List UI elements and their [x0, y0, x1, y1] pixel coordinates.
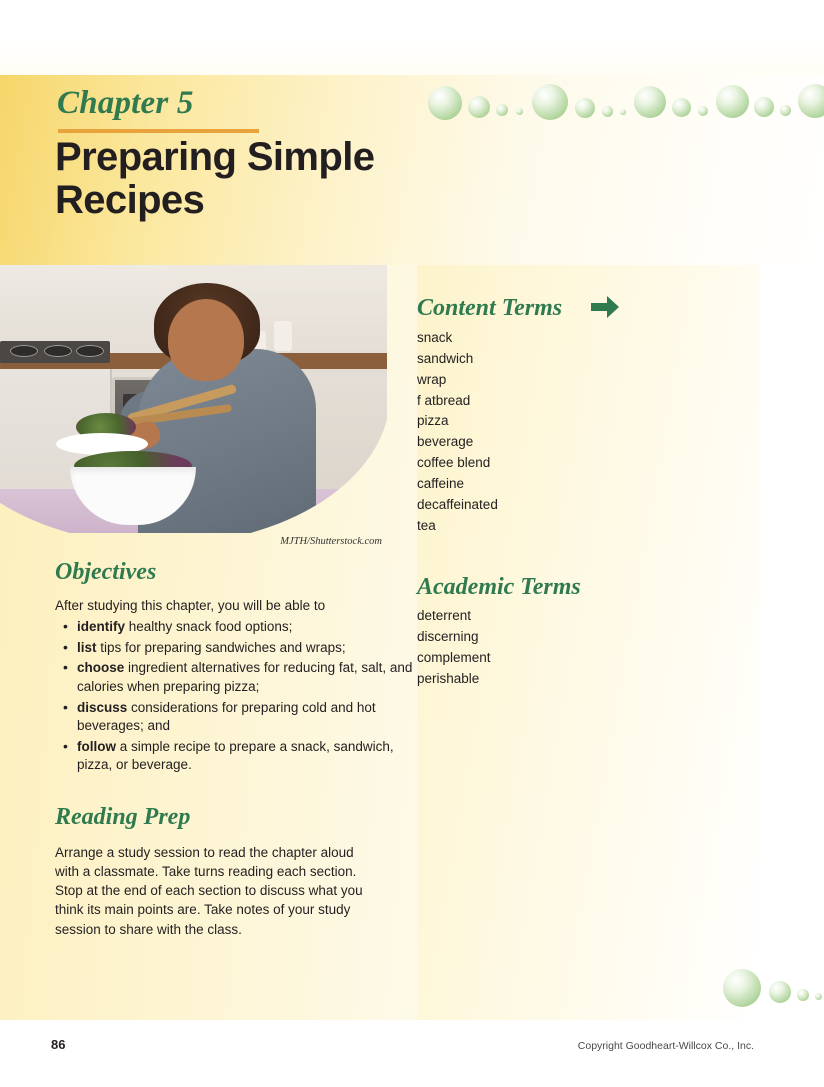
decorative-bubble	[672, 98, 691, 117]
decorative-bubble	[698, 106, 708, 116]
decorative-bubble	[716, 85, 749, 118]
content-term-item: coffee blend	[417, 455, 491, 471]
content-term-item: sandwich	[417, 350, 474, 366]
decorative-bubble	[723, 969, 761, 1007]
decorative-bubble	[532, 84, 568, 120]
content-term-item: f atbread	[417, 392, 471, 408]
decorative-bubbles-top	[420, 82, 824, 140]
academic-term-item: discerning	[417, 628, 479, 644]
decorative-bubble	[620, 109, 626, 115]
decorative-bubble	[798, 84, 824, 118]
kitchen-jar	[274, 321, 292, 351]
decorative-bubble	[754, 97, 774, 117]
objective-verb: identify	[77, 619, 126, 634]
chapter-photo	[0, 265, 387, 533]
chapter-rule-divider	[58, 129, 259, 133]
content-term-item: caffeine	[417, 475, 465, 491]
objective-verb: list	[77, 639, 97, 655]
page-number: 86	[51, 1037, 66, 1052]
objective-item	[77, 639, 422, 658]
stove-burner	[44, 345, 72, 357]
footer-divider	[0, 1020, 824, 1021]
content-term-item: decaffeinated	[417, 496, 498, 512]
objectives-list	[55, 618, 422, 777]
right-margin-strip	[760, 265, 824, 1020]
objective-item	[77, 699, 422, 736]
decorative-bubble	[602, 106, 613, 117]
reading-prep-heading: Reading Prep	[55, 804, 191, 830]
content-term-item: wrap	[417, 371, 447, 387]
photo-image	[0, 265, 387, 533]
academic-term-item: deterrent	[417, 608, 472, 623]
decorative-bubble	[769, 981, 791, 1003]
decorative-bubble	[496, 104, 508, 116]
arrow-right-pointer-icon	[589, 294, 621, 320]
objective-item	[77, 738, 422, 775]
decorative-bubble	[780, 105, 791, 116]
content-term-item: pizza	[417, 413, 449, 429]
objective-item	[77, 618, 422, 637]
academic-terms-list	[417, 606, 617, 689]
objectives-heading: Objectives	[55, 559, 157, 585]
page-title: Preparing Simple Recipes	[55, 135, 375, 223]
academic-terms-heading: Academic Terms	[417, 574, 581, 600]
decorative-bubble	[468, 96, 490, 118]
objective-text: healthy snack food options;	[125, 619, 293, 634]
kitchen-stovetop	[0, 341, 110, 363]
objective-verb: follow	[77, 738, 116, 754]
objective-text: considerations for preparing cold and hot beverages; and	[77, 699, 376, 734]
photo-clip-mask	[0, 265, 387, 533]
page-top-fade	[0, 0, 824, 75]
decorative-bubbles-bottom	[715, 963, 824, 1015]
objective-item	[77, 659, 422, 696]
decorative-bubble	[575, 98, 595, 118]
objective-verb: discuss	[77, 699, 128, 715]
content-terms-list	[417, 328, 617, 536]
academic-term-item: complement	[417, 649, 491, 665]
academic-term-item: perishable	[417, 670, 480, 686]
decorative-bubble	[516, 108, 523, 115]
objectives-intro: After studying this chapter, you will be able to	[55, 598, 326, 613]
stove-burner	[10, 345, 38, 357]
decorative-bubble	[797, 989, 809, 1001]
objective-verb: choose	[77, 660, 125, 676]
content-term-item: tea	[417, 517, 436, 533]
decorative-bubble	[428, 86, 462, 120]
chapter-label: Chapter 5	[57, 85, 194, 121]
decorative-bubble	[634, 86, 666, 118]
objective-text: tips for preparing sandwiches and wraps;	[96, 639, 346, 655]
kitchen-upper-cabinets	[0, 265, 170, 323]
content-term-item: beverage	[417, 434, 474, 450]
content-term-item: snack	[417, 330, 453, 345]
content-terms-heading: Content Terms	[417, 295, 563, 321]
objective-text: ingredient alternatives for reducing fat, salt, and calories when preparing pizza;	[77, 660, 413, 694]
stove-burner	[76, 345, 104, 357]
photo-credit: MJTH/Shutterstock.com	[280, 536, 382, 547]
reading-prep-body: Arrange a study session to read the chapter aloud with a classmate. Take turns reading each section. Stop at the end of each section to discuss what you think its main points are. Take notes of your study session to share with the class.	[55, 845, 363, 937]
person-face	[168, 299, 244, 381]
copyright-notice: Copyright Goodheart-Willcox Co., Inc.	[577, 1040, 754, 1052]
objective-text: a simple recipe to prepare a snack, sandwich, pizza, or beverage.	[77, 738, 394, 773]
decorative-bubble	[815, 993, 822, 1000]
